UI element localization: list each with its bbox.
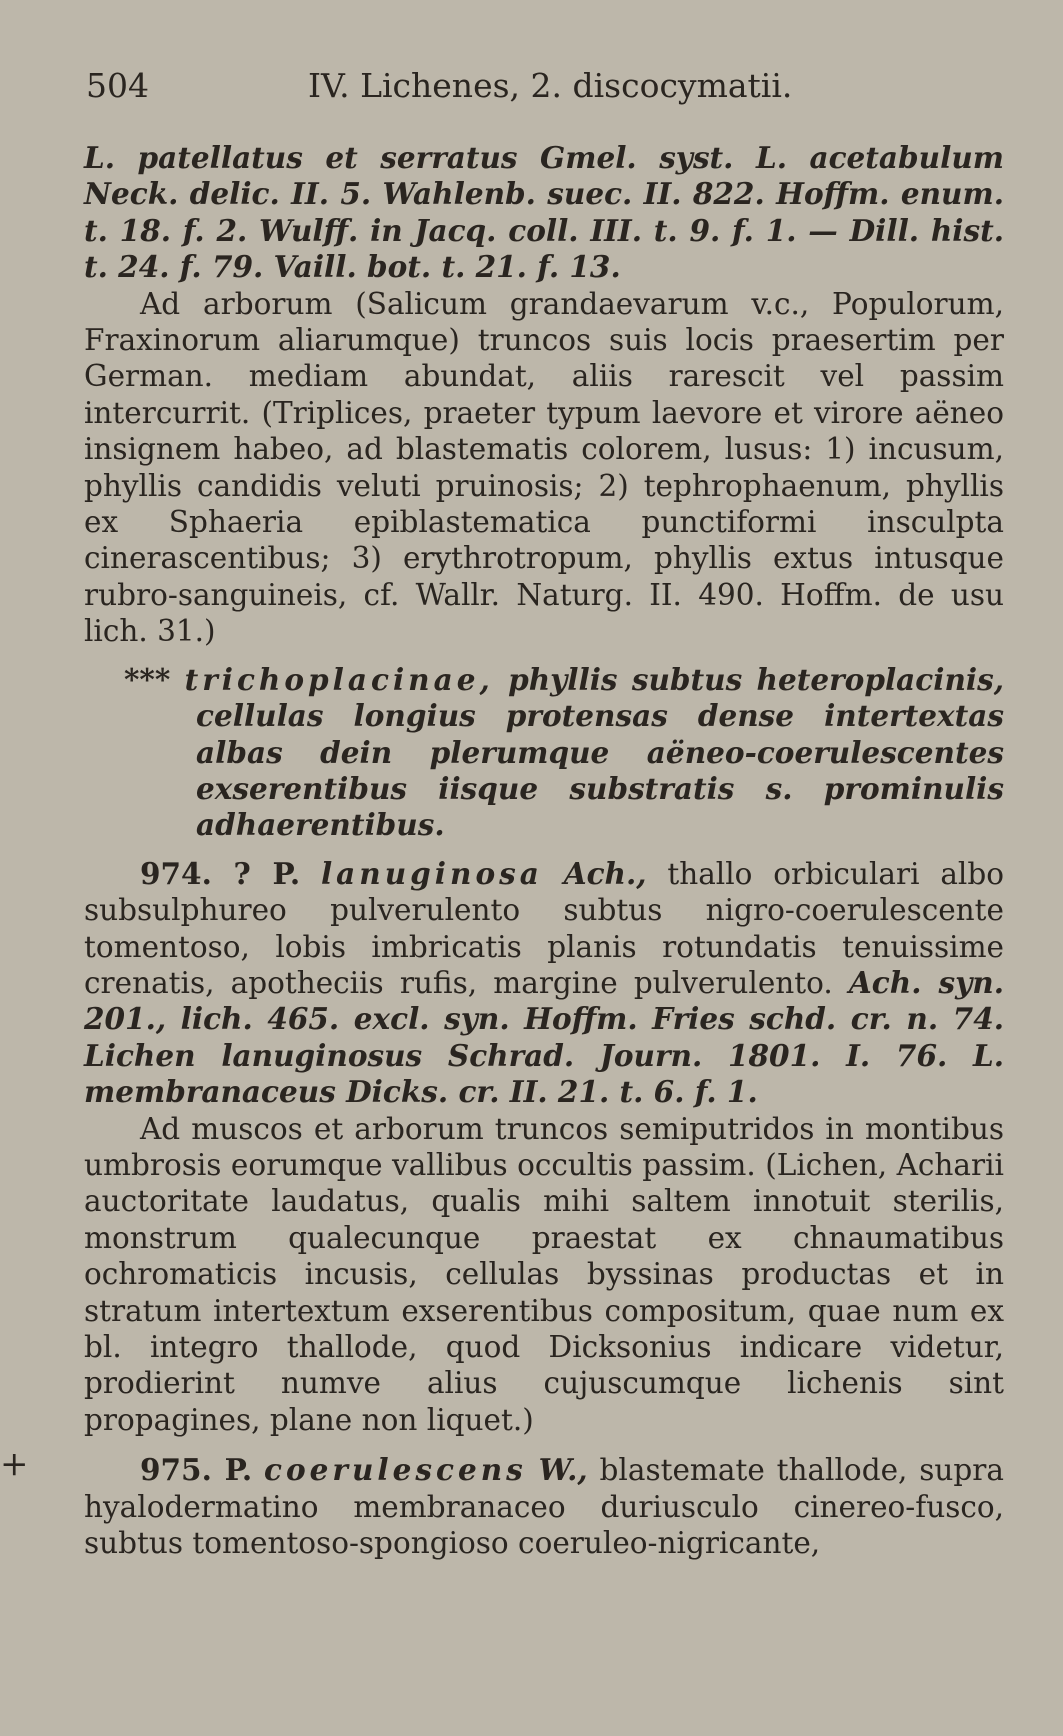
species-author: Ach., (563, 855, 647, 891)
habitat-paragraph: Ad arborum (Salicum grandaevarum v.c., Populorum, Fraxinorum aliarumque) truncos suis locis praesertim per German. mediam abundat, aliis rarescit vel passim intercurrit. (Triplices, praeter typum laevore et virore aëneo insignem habeo, ad blastematis colorem, lusus: 1) incusum, phyllis candidis veluti pruinosis; 2) tephrophaenum, phyllis ex Sphaeria epiblastematica punctiformi insculpta cinerascentibus; 3) erythrotropum, phyllis extus intusque rubro-sanguineis, cf. Wallr. Naturg. II. 490. Hoffm. de usu lich. 31.) (84, 286, 1004, 649)
species-name: lanuginosa (320, 855, 543, 891)
section-mark: *** (124, 661, 171, 697)
page-number: 504 (86, 66, 149, 105)
page-title: IV. Lichenes, 2. discocymatii. (308, 66, 793, 105)
species-author: W., (538, 1452, 588, 1488)
species-entry-975 (84, 1452, 1004, 1561)
species-description: blastemate thallode, supra hyalodermatino membranaceo duriusculo cinereo-fusco, subtus tomentoso-spongioso coeruleo-nigricante, (84, 1453, 1004, 1561)
species-name: coerulescens (264, 1452, 527, 1488)
synonym-references: L. patellatus et serratus Gmel. syst. L. acetabulum Neck. delic. II. 5. Wahlenb. suec. II. 822. Hoffm. enum. t. 18. f. 2. Wulff. in Jacq. coll. III. t. 9. f. 1. — Dill. hist. t. 24. f. 79. Vaill. bot. t. 21. f. 13. (84, 140, 1004, 285)
section-heading (84, 662, 1004, 844)
section-name: trichoplacinae, (184, 661, 494, 697)
species-entry-974 (84, 856, 1004, 1439)
species-references: Ach. syn. 201., lich. 465. excl. syn. Hoffm. Fries schd. cr. n. 74. Lichen lanuginosus Schrad. Journ. 1801. I. 76. L. membranaceus Dicks. cr. II. 21. t. 6. f. 1. (84, 964, 1004, 1110)
running-header (86, 66, 1006, 110)
entry-number: 974. ? P. (140, 855, 301, 891)
margin-mark: + (0, 1444, 29, 1484)
species-habitat: Ad muscos et arborum truncos semiputridos in montibus umbrosis eorumque vallibus occultis passim. (Lichen, Acharii auctoritate laudatus, qualis mihi saltem innotuit sterilis, monstrum qualecunque praestat ex chnaumatibus ochromaticis incusis, cellulas byssinas productas et in stratum intertextum exserentibus compositum, quae num ex bl. integro thallode, quod Dicksonius indicare videtur, prodierint numve alius cujuscumque lichenis sint propagines, plane non liquet.) (84, 1111, 1004, 1437)
entry-number: 975. P. (140, 1452, 253, 1488)
section-description: phyllis subtus heteroplacinis, cellulas longius protensas dense intertextas albas dein plerumque aëneo-coerulescentes exserentibus iisque substratis s. prominulis adhaerentibus. (196, 661, 1004, 843)
species-description: thallo orbiculari albo subsulphureo pulverulento subtus nigro-coerulescente tomentoso, lobis imbricatis planis rotundatis tenuissime crenatis, apotheciis rufis, margine pulverulento. (84, 856, 1004, 1000)
body-text (84, 140, 1004, 1561)
